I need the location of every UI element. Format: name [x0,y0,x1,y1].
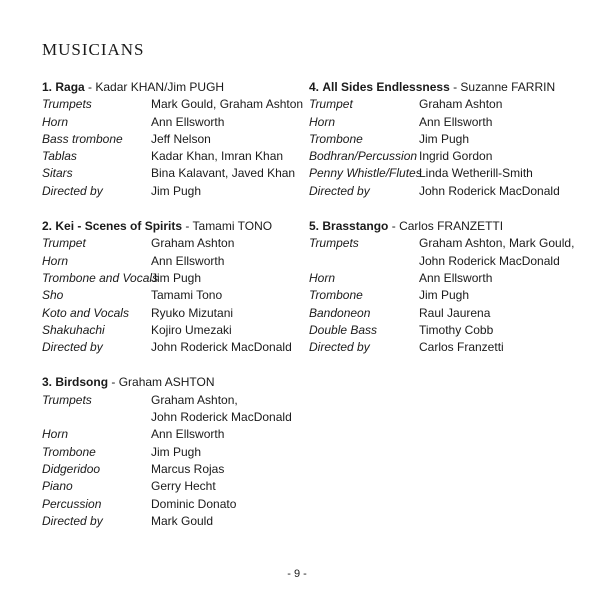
performer-line: Carlos Franzetti [419,340,504,355]
instrument-label: Bandoneon [309,305,371,320]
piece-composer: Suzanne FARRIN [460,80,556,94]
performer-line: Linda Wetherill-Smith [419,166,533,181]
credit-row [42,496,312,513]
performer-names [419,165,579,182]
performer-line: Graham Ashton, [151,392,238,407]
credit-row [42,426,312,443]
credit-row [309,148,579,165]
credit-row [42,114,312,131]
instrument-label: Sitars [42,166,73,181]
credit-row [42,392,312,427]
piece-name: Birdsong [55,375,109,390]
performer-names [419,114,579,131]
instrument-label: Double Bass [309,322,378,337]
piece-title: 4. All Sides Endlessness - Suzanne FARRIN [309,80,556,94]
page-number: - 9 - [287,568,307,580]
credit-row [309,114,579,131]
piece-title: 1. Raga - Kadar KHAN/Jim PUGH [42,80,225,94]
credit-row [42,478,312,495]
performer-names [151,339,312,356]
performer-line: Mark Gould, Graham Ashton [151,97,304,112]
credit-row [309,270,579,287]
performer-names [151,270,312,287]
credit-row [42,305,312,322]
instrument-label: Trumpets [42,97,92,112]
piece-title: 2. Kei - Scenes of Spirits - Tamami TONO [42,219,273,234]
instrument-label: Horn [42,427,69,442]
instrument-label: Horn [42,114,69,129]
piece-composer: Tamami TONO [192,219,273,234]
performer-names [419,183,579,200]
performer-names [151,253,312,270]
piece-block [309,218,579,356]
credit-row [42,183,312,200]
piece-number: 5. [309,219,320,234]
credit-row [309,339,579,356]
performer-line: Graham Ashton [419,97,503,112]
instrument-label: Penny Whistle/Flutes [309,166,422,181]
piece-block [42,374,312,530]
piece-block [42,79,312,200]
instrument-label: Bass trombone [42,131,123,146]
instrument-label: Horn [42,253,69,268]
performer-names [151,183,312,200]
performer-names [419,96,579,113]
performer-names [151,444,312,461]
performer-line: Ann Ellsworth [419,270,493,285]
credit-row [42,235,312,252]
instrument-label: Directed by [42,513,103,528]
credit-row [42,253,312,270]
performer-names [151,131,312,148]
performer-names [151,392,312,427]
credit-row [42,270,312,287]
piece-number: 4. [309,80,320,94]
performer-line: Raul Jaurena [419,305,491,320]
performer-line: Marcus Rojas [151,461,225,476]
performer-names [419,322,579,339]
credit-row [42,131,312,148]
instrument-label: Trumpet [309,97,353,112]
performer-line: Jim Pugh [419,131,470,146]
performer-line: Ryuko Mizutani [151,305,234,320]
performer-line: Tamami Tono [151,288,223,303]
performer-line: Ann Ellsworth [419,114,493,129]
performer-names [419,270,579,287]
credit-row [42,461,312,478]
performer-line: Kojiro Umezaki [151,322,232,337]
performer-line: John Roderick MacDonald [419,253,560,268]
instrument-label: Tablas [42,149,77,164]
credit-row [309,305,579,322]
instrument-label: Didgeridoo [42,461,101,476]
instrument-label: Trombone and Vocals [42,270,159,285]
instrument-label: Directed by [42,183,103,198]
performer-names [419,339,579,356]
performer-line: Ann Ellsworth [151,114,225,129]
instrument-label: Trombone [309,131,363,146]
piece-composer: Carlos FRANZETTI [399,219,504,234]
performer-names [151,287,312,304]
piece-composer: Graham ASHTON [118,375,215,390]
credit-row [309,287,579,304]
credit-row [42,339,312,356]
instrument-label: Trumpets [309,236,359,251]
performer-line: Jim Pugh [151,183,202,198]
performer-line: John Roderick MacDonald [419,183,560,198]
instrument-label: Horn [309,114,336,129]
performer-names [151,305,312,322]
credit-row [309,183,579,200]
piece-name: Kei - Scenes of Spirits [55,219,183,234]
performer-names [419,235,579,270]
instrument-label: Trombone [309,288,363,303]
performer-names [151,426,312,443]
performer-names [151,148,312,165]
credit-row [309,322,579,339]
piece-title: 3. Birdsong - Graham ASHTON [42,375,215,390]
credit-row [309,96,579,113]
performer-names [151,165,312,182]
performer-line: Dominic Donato [151,496,237,511]
performer-line: Ann Ellsworth [151,253,225,268]
performer-line: Ann Ellsworth [151,427,225,442]
credit-row [309,131,579,148]
performer-line: Ingrid Gordon [419,149,493,164]
left-column [42,79,312,548]
instrument-label: Bodhran/Percussion [309,149,418,164]
performer-names [419,287,579,304]
credit-row [42,165,312,182]
piece-composer: Kadar KHAN/Jim PUGH [95,80,225,94]
performer-names [419,148,579,165]
instrument-label: Piano [42,479,73,494]
performer-names [419,305,579,322]
performer-names [151,496,312,513]
instrument-label: Shakuhachi [42,322,105,337]
performer-names [151,478,312,495]
credit-row [42,322,312,339]
instrument-label: Trumpets [42,392,92,407]
performer-names [151,96,312,113]
instrument-label: Percussion [42,496,102,511]
piece-block [42,218,312,356]
instrument-label: Trumpet [42,236,86,251]
performer-line: Bina Kalavant, Javed Khan [151,166,296,181]
performer-line: Mark Gould [151,513,214,528]
piece-number: 2. [42,219,53,234]
performer-line: John Roderick MacDonald [151,340,292,355]
piece-title: 5. Brasstango - Carlos FRANZETTI [309,219,504,234]
performer-line: John Roderick MacDonald [151,410,292,425]
credit-row [42,513,312,530]
instrument-label: Directed by [42,340,103,355]
performer-names [151,114,312,131]
piece-name: Raga [55,80,85,94]
performer-line: Gerry Hecht [151,479,216,494]
performer-line: Jim Pugh [151,444,202,459]
piece-name: Brasstango [322,219,389,234]
performer-line: Jim Pugh [151,270,202,285]
piece-name: All Sides Endlessness [322,80,450,94]
instrument-label: Directed by [309,183,370,198]
instrument-label: Horn [309,270,336,285]
performer-names [151,235,312,252]
performer-names [151,322,312,339]
instrument-label: Koto and Vocals [42,305,129,320]
performer-line: Kadar Khan, Imran Khan [151,149,284,164]
performer-names [419,131,579,148]
instrument-label: Trombone [42,444,96,459]
performer-line: Graham Ashton, Mark Gould, [419,236,575,251]
credit-row [42,444,312,461]
performer-line: Graham Ashton [151,236,235,251]
credit-row [42,148,312,165]
performer-line: Jim Pugh [419,288,470,303]
performer-names [151,461,312,478]
instrument-label: Sho [42,288,64,303]
credit-row [309,165,579,182]
performer-names [151,513,312,530]
credit-row [42,96,312,113]
instrument-label: Directed by [309,340,370,355]
performer-line: Timothy Cobb [419,322,494,337]
page-heading: MUSICIANS [42,40,145,59]
credit-row [309,235,579,270]
piece-block [309,79,579,200]
piece-number: 1. [42,80,53,94]
right-column [309,79,579,374]
performer-line: Jeff Nelson [151,131,211,146]
credit-row [42,287,312,304]
piece-number: 3. [42,375,53,390]
